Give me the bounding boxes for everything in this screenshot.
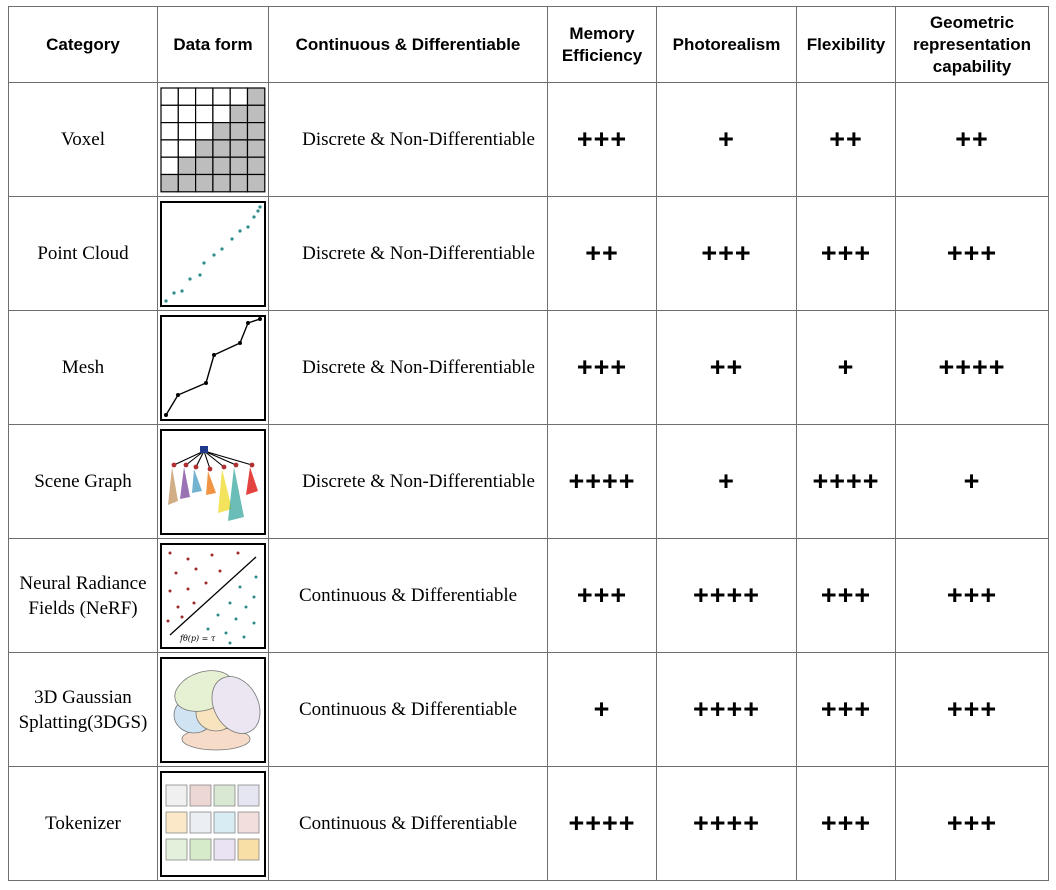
header-data-form: Data form: [158, 7, 269, 83]
geometric-score: ++++: [896, 311, 1049, 425]
memory-score: ++++: [548, 425, 657, 539]
flexibility-score: ++: [797, 83, 896, 197]
flexibility-score: +++: [797, 539, 896, 653]
table-row: [9, 767, 1049, 881]
memory-score: ++: [548, 197, 657, 311]
nerf-formula-label: fθ(p) = τ: [180, 633, 216, 643]
voxel-cell: [248, 174, 265, 191]
voxel-cell: [213, 157, 230, 174]
data-form-cell: [158, 197, 269, 311]
voxel-cell: [213, 139, 230, 156]
voxel-cell: [196, 88, 213, 105]
photorealism-score: ++++: [657, 539, 797, 653]
table-row: [9, 311, 1049, 425]
voxel-cell: [248, 139, 265, 156]
header-flexibility: Flexibility: [797, 7, 896, 83]
data-form-cell: [158, 539, 269, 653]
geometric-score: +++: [896, 539, 1049, 653]
comparison-table: [8, 6, 1049, 881]
geometric-score: ++: [896, 83, 1049, 197]
data-form-cell: [158, 767, 269, 881]
table-row: [9, 539, 1049, 653]
photorealism-score: +: [657, 425, 797, 539]
header-continuous: Continuous & Differentiable: [269, 7, 548, 83]
voxel-cell: [248, 88, 265, 105]
voxel-cell: [213, 174, 230, 191]
category-cell: Point Cloud: [9, 197, 158, 311]
photorealism-score: ++++: [657, 653, 797, 767]
voxel-cell: [178, 174, 195, 191]
voxel-cell: [196, 157, 213, 174]
voxel-cell: [178, 105, 195, 122]
flexibility-score: +: [797, 311, 896, 425]
flexibility-score: +++: [797, 767, 896, 881]
category-cell: Scene Graph: [9, 425, 158, 539]
nerf-decision-boundary-icon: [160, 543, 266, 649]
voxel-cell: [230, 139, 247, 156]
table-row: [9, 197, 1049, 311]
voxel-cell: [161, 139, 178, 156]
voxel-cell: [161, 122, 178, 139]
scene-graph-icon: [160, 429, 266, 535]
voxel-cell: [196, 122, 213, 139]
table-row: [9, 425, 1049, 539]
flexibility-score: +++: [797, 653, 896, 767]
category-cell: Tokenizer: [9, 767, 158, 881]
voxel-cell: [196, 139, 213, 156]
voxel-cell: [178, 122, 195, 139]
voxel-cell: [230, 122, 247, 139]
voxel-cell: [213, 88, 230, 105]
voxel-cell: [248, 157, 265, 174]
category-cell: 3D Gaussian Splatting(3DGS): [9, 653, 158, 767]
data-form-cell: [158, 83, 269, 197]
category-cell: Mesh: [9, 311, 158, 425]
voxel-cell: [230, 157, 247, 174]
photorealism-score: ++: [657, 311, 797, 425]
voxel-grid-icon: [160, 87, 266, 193]
photorealism-score: +++: [657, 197, 797, 311]
header-row: [9, 7, 1049, 83]
token-grid-icon: [160, 771, 266, 877]
continuous-cell: Discrete & Non-Differentiable: [269, 425, 548, 539]
voxel-cell: [161, 105, 178, 122]
mesh-polyline-icon: [160, 315, 266, 421]
voxel-cell: [248, 105, 265, 122]
header-geometric: Geometric representation capability: [896, 7, 1049, 83]
header-memory-efficiency: Memory Efficiency: [548, 7, 657, 83]
geometric-score: +++: [896, 653, 1049, 767]
flexibility-score: +++: [797, 197, 896, 311]
data-form-cell: [158, 425, 269, 539]
photorealism-score: ++++: [657, 767, 797, 881]
memory-score: +++: [548, 539, 657, 653]
voxel-cell: [213, 105, 230, 122]
continuous-cell: Continuous & Differentiable: [269, 653, 548, 767]
photorealism-score: +: [657, 83, 797, 197]
header-category: Category: [9, 7, 158, 83]
memory-score: +++: [548, 311, 657, 425]
category-cell: Voxel: [9, 83, 158, 197]
voxel-cell: [178, 157, 195, 174]
continuous-cell: Continuous & Differentiable: [269, 767, 548, 881]
voxel-cell: [230, 88, 247, 105]
geometric-score: +++: [896, 767, 1049, 881]
geometric-score: +: [896, 425, 1049, 539]
flexibility-score: ++++: [797, 425, 896, 539]
continuous-cell: Discrete & Non-Differentiable: [269, 311, 548, 425]
voxel-cell: [230, 174, 247, 191]
point-cloud-icon: [160, 201, 266, 307]
memory-score: +++: [548, 83, 657, 197]
header-photorealism: Photorealism: [657, 7, 797, 83]
voxel-cell: [161, 174, 178, 191]
geometric-score: +++: [896, 197, 1049, 311]
data-form-cell: [158, 653, 269, 767]
voxel-cell: [178, 88, 195, 105]
table-row: [9, 653, 1049, 767]
voxel-cell: [213, 122, 230, 139]
voxel-cell: [161, 88, 178, 105]
memory-score: +: [548, 653, 657, 767]
continuous-cell: Discrete & Non-Differentiable: [269, 83, 548, 197]
voxel-cell: [248, 122, 265, 139]
voxel-cell: [178, 139, 195, 156]
data-form-cell: [158, 311, 269, 425]
gaussian-ellipses-icon: [160, 657, 266, 763]
table-row: [9, 83, 1049, 197]
category-cell: Neural Radiance Fields (NeRF): [9, 539, 158, 653]
voxel-cell: [196, 174, 213, 191]
voxel-cell: [161, 157, 178, 174]
continuous-cell: Discrete & Non-Differentiable: [269, 197, 548, 311]
memory-score: ++++: [548, 767, 657, 881]
continuous-cell: Continuous & Differentiable: [269, 539, 548, 653]
voxel-cell: [196, 105, 213, 122]
voxel-cell: [230, 105, 247, 122]
